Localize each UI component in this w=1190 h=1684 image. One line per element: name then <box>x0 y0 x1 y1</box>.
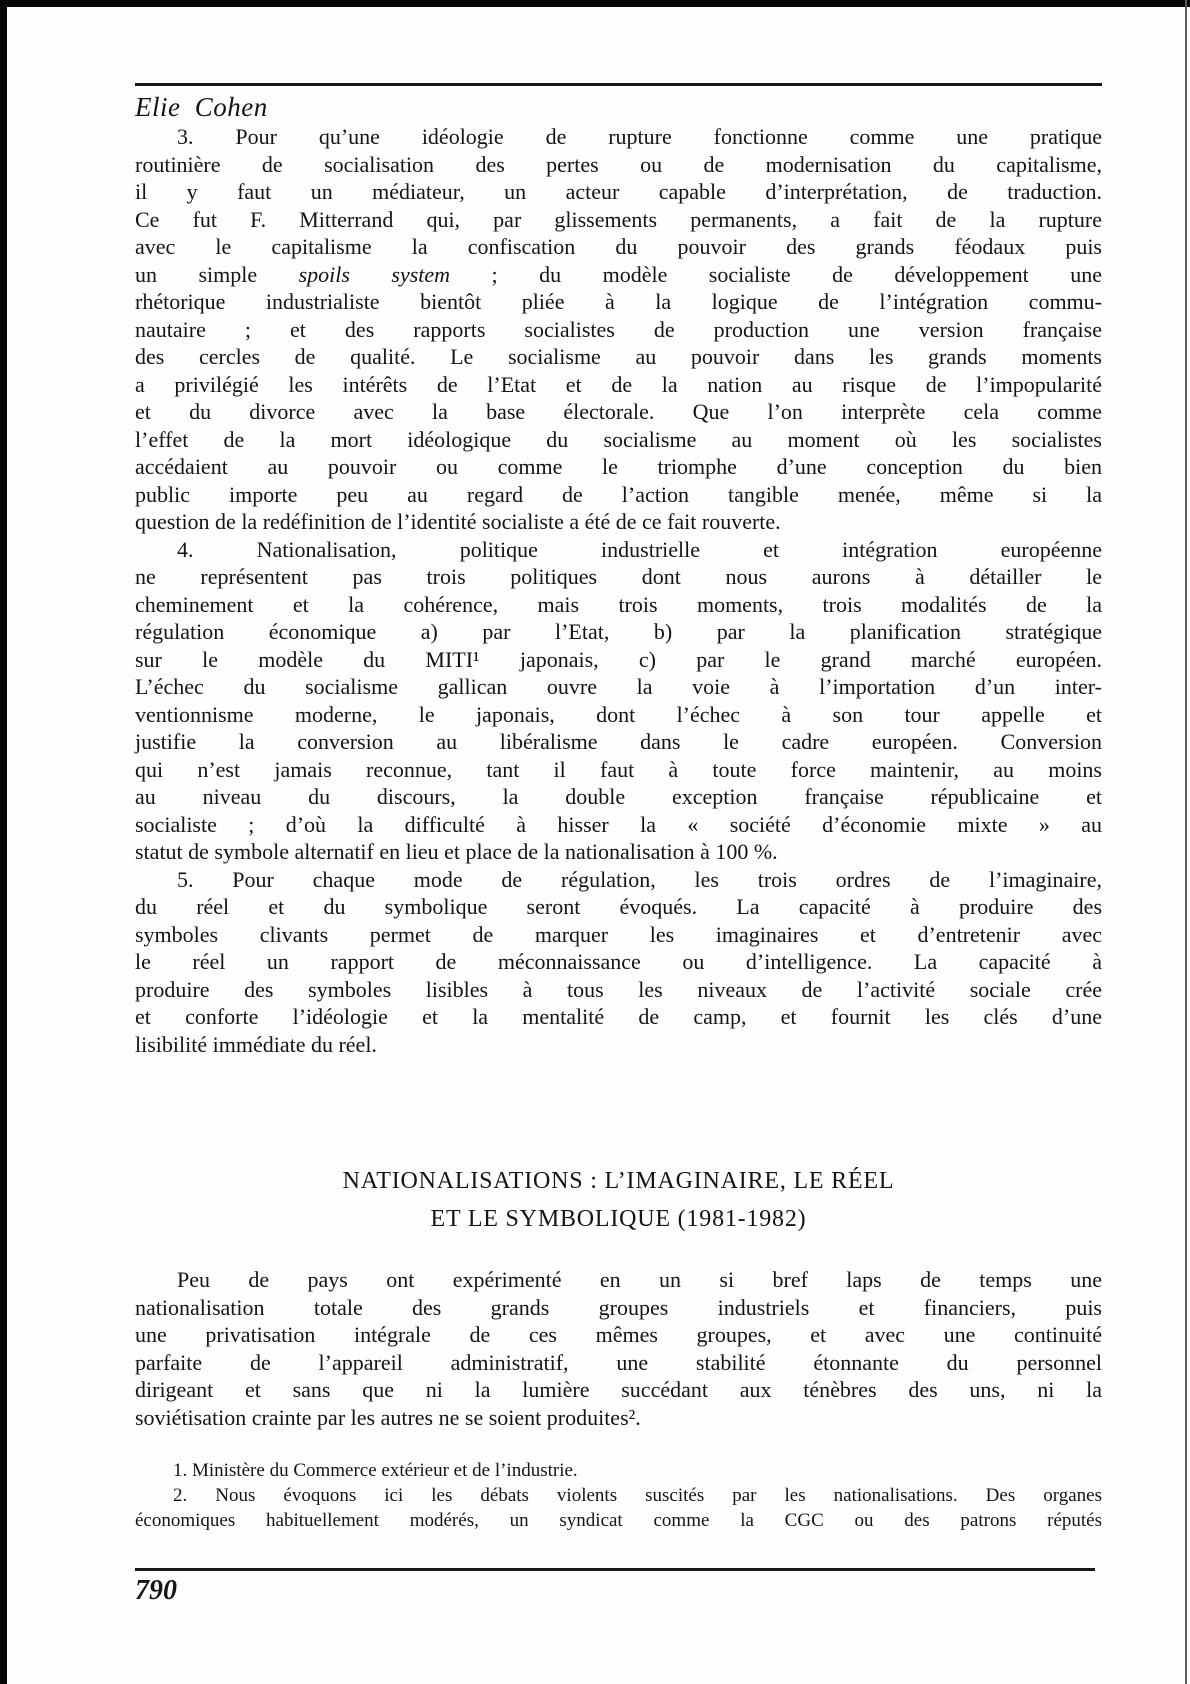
footnote-1 <box>135 1458 1102 1483</box>
text-line: et du divorce avec la base électorale. Que l’on interprète cela comme <box>135 399 1102 424</box>
text-line: statut de symbole alternatif en lieu et place de la nationalisation à 100 %. <box>135 839 778 864</box>
text-line: l’effet de la mort idéologique du socialisme au moment où les socialistes <box>135 426 1102 452</box>
text-line: qui n’est jamais reconnue, tant il faut à toute force maintenir, au moins <box>135 756 1102 782</box>
scan-border-right <box>1185 0 1187 1684</box>
text-line: dirigeant et sans que ni la lumière succédant aux ténèbres des uns, ni la <box>135 1377 1102 1402</box>
text-line: des cercles de qualité. Le socialisme au pouvoir dans les grands moments <box>135 344 1102 369</box>
paragraph-5 <box>135 866 1102 1059</box>
text-line: cheminement et la cohérence, mais trois moments, trois modalités de la <box>135 591 1102 617</box>
text-line: socialiste ; d’où la difficulté à hisser la « société d’économie mixte » au <box>135 811 1102 837</box>
text-line: ne représentent pas trois politiques dont nous aurons à détailler le <box>135 564 1102 589</box>
text-line: il y faut un médiateur, un acteur capable d’interprétation, de traduction. <box>135 179 1102 204</box>
text-line: accédaient au pouvoir ou comme le triomphe d’une conception du bien <box>135 454 1102 479</box>
text-line: régulation économique a) par l’Etat, b) par la planification stratégique <box>135 619 1102 644</box>
text-line: ventionnisme moderne, le japonais, dont l’échec à son tour appelle et <box>135 701 1102 727</box>
text-line: justifie la conversion au libéralisme dans le cadre européen. Conversion <box>135 729 1102 754</box>
text-line: Peu de pays ont expérimenté en un si bref laps de temps une <box>177 1267 1102 1292</box>
text-line: et conforte l’idéologie et la mentalité de camp, et fournit les clés d’une <box>135 1004 1102 1029</box>
paragraph-3 <box>135 123 1102 536</box>
section-heading-line-1: NATIONALISATIONS : L’IMAGINAIRE, LE RÉEL <box>342 1168 895 1194</box>
page-number: 790 <box>135 1575 177 1606</box>
footer-rule <box>135 1568 1095 1571</box>
running-header-author: Elie Cohen <box>135 92 268 122</box>
text-line: nautaire ; et des rapports socialistes de production une version française <box>135 316 1102 342</box>
text-line: le réel un rapport de méconnaissance ou d’intelligence. La capacité à <box>135 949 1102 974</box>
text-line: 2. Nous évoquons ici les débats violents suscités par les nationalisations. Des organes <box>173 1485 1102 1506</box>
text-line: 5. Pour chaque mode de régulation, les trois ordres de l’imaginaire, <box>177 866 1102 892</box>
text-line: routinière de socialisation des pertes ou de modernisation du capitalisme, <box>135 151 1102 177</box>
text-line: 3. Pour qu’une idéologie de rupture fonctionne comme une pratique <box>177 124 1102 149</box>
running-header-rule <box>135 83 1102 86</box>
footnotes <box>135 1458 1102 1533</box>
text-line: produire des symboles lisibles à tous les niveaux de l’activité sociale crée <box>135 976 1102 1002</box>
text-line: rhétorique industrialiste bientôt pliée à la logique de l’intégration commu- <box>135 289 1102 314</box>
text-line: lisibilité immédiate du réel. <box>135 1031 377 1057</box>
scan-border-left <box>0 0 7 1684</box>
text-line: une privatisation intégrale de ces mêmes groupes, et avec une continuité <box>135 1322 1102 1347</box>
text-line: nationalisation totale des grands groupes industriels et financiers, puis <box>135 1294 1102 1320</box>
text-line: 4. Nationalisation, politique industrielle et intégration européenne <box>177 536 1102 562</box>
section-heading <box>135 1162 1102 1238</box>
section-heading-line-2: ET LE SYMBOLIQUE (1981-1982) <box>430 1206 807 1232</box>
text-line: sur le modèle du MITI¹ japonais, c) par le grand marché européen. <box>135 646 1102 672</box>
text-line: parfaite de l’appareil administratif, une stabilité étonnante du personnel <box>135 1349 1102 1375</box>
text-line: public importe peu au regard de l’action tangible menée, même si la <box>135 481 1102 507</box>
paragraph-intro <box>135 1266 1102 1431</box>
text-line: un simple spoils system ; du modèle socialiste de développement une <box>135 261 1102 287</box>
page-content <box>135 0 1102 1607</box>
text-line: a privilégié les intérêts de l’Etat et de la nation au risque de l’impopularité <box>135 371 1102 397</box>
footnote-2 <box>135 1483 1102 1533</box>
text-line: symboles clivants permet de marquer les imaginaires et d’entretenir avec <box>135 921 1102 947</box>
text-line: avec le capitalisme la confiscation du pouvoir des grands féodaux puis <box>135 234 1102 259</box>
text-line: économiques habituellement modérés, un syndicat comme la CGC ou des patrons réputés <box>135 1510 1102 1531</box>
text-line: au niveau du discours, la double exception française républicaine et <box>135 784 1102 809</box>
text-line: du réel et du symbolique seront évoqués. La capacité à produire des <box>135 894 1102 919</box>
text-line: Ce fut F. Mitterrand qui, par glissements permanents, a fait de la rupture <box>135 206 1102 232</box>
paragraph-4 <box>135 536 1102 866</box>
text-line: question de la redéfinition de l’identité socialiste a été de ce fait rouverte. <box>135 509 781 534</box>
text-line: 1. Ministère du Commerce extérieur et de l’industrie. <box>173 1460 578 1481</box>
text-line: L’échec du socialisme gallican ouvre la voie à l’importation d’un inter- <box>135 674 1102 699</box>
text-line: soviétisation crainte par les autres ne se soient produites². <box>135 1404 641 1430</box>
